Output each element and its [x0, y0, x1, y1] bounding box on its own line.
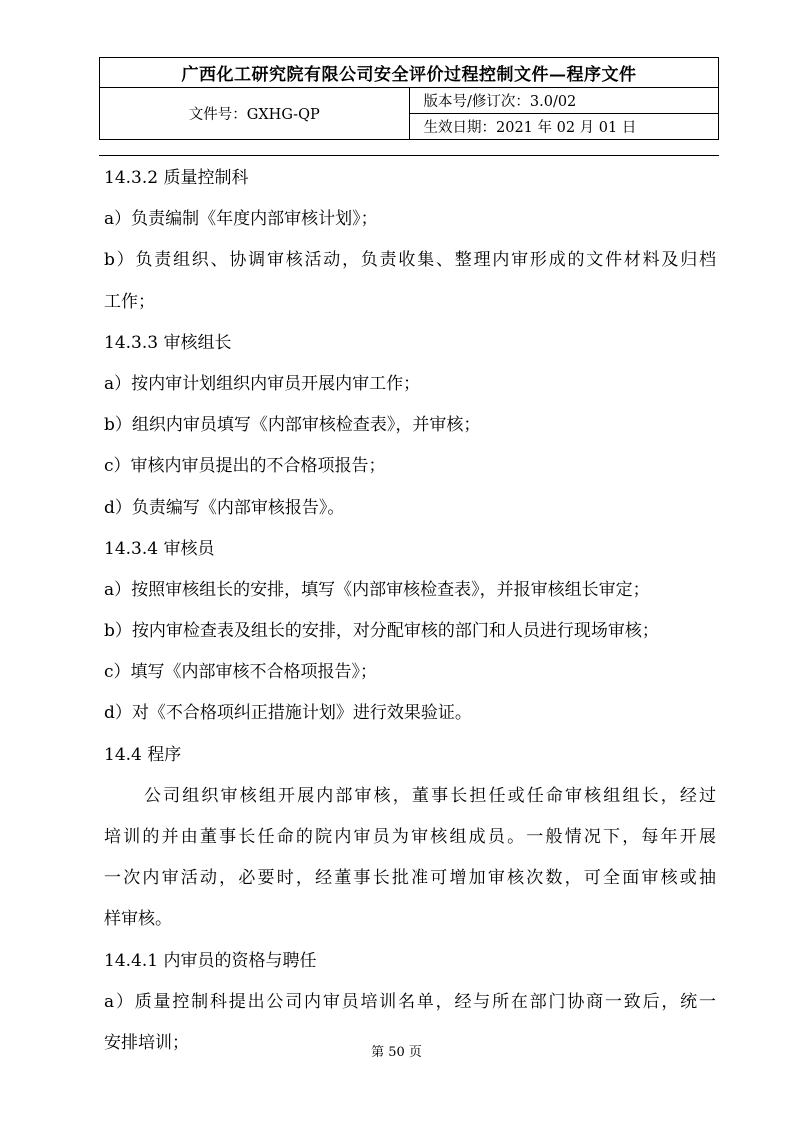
list-item: b）组织内审员填写《内部审核检查表》，并审核； — [104, 415, 481, 436]
section-heading-14-3-4: 14.3.4 审核员 — [104, 538, 215, 559]
list-item-continuation: 工作； — [104, 291, 155, 312]
document-header-table — [99, 57, 719, 140]
paragraph-line: 公司组织审核组开展内部审核，董事长担任或任命审核组组长，经过 — [144, 785, 716, 806]
section-heading-14-4: 14.4 程序 — [104, 744, 182, 765]
section-heading-14-3-2: 14.3.2 质量控制科 — [104, 168, 249, 188]
paragraph-line: 样审核。 — [104, 909, 172, 930]
list-item: a）负责编制《年度内部审核计划》； — [104, 209, 378, 230]
list-item: c）审核内审员提出的不合格项报告； — [104, 456, 386, 477]
list-item: b）按内审检查表及组长的安排，对分配审核的部门和人员进行现场审核； — [104, 621, 659, 642]
list-item: d）负责编写《内部审核报告》。 — [104, 497, 345, 518]
list-item: a）质量控制科提出公司内审员培训名单，经与所在部门协商一致后，统一 — [104, 991, 716, 1012]
section-heading-14-3-3: 14.3.3 审核组长 — [104, 332, 232, 353]
list-item: d）对《不合格项纠正措施计划》进行效果验证。 — [104, 703, 472, 724]
paragraph-line: 一次内审活动，必要时，经董事长批准可增加审核次数，可全面审核或抽 — [104, 868, 716, 889]
effective-date: 生效日期：2021 年 02 月 01 日 — [409, 114, 719, 140]
paragraph-line: 培训的并由董事长任命的院内审员为审核组成员。一般情况下，每年开展 — [104, 827, 716, 847]
list-item: a）按照审核组长的安排，填写《内部审核检查表》，并报审核组长审定； — [104, 579, 650, 600]
document-title: 广西化工研究院有限公司安全评价过程控制文件—程序文件 — [100, 58, 719, 88]
section-heading-14-4-1: 14.4.1 内审员的资格与聘任 — [104, 950, 317, 971]
list-item-continuation: 安排培训； — [104, 1032, 189, 1053]
page-number: 第 50 页 — [371, 1045, 422, 1060]
list-item: a）按内审计划组织内审员开展内审工作； — [104, 373, 421, 394]
list-item: b）负责组织、协调审核活动，负责收集、整理内审形成的文件材料及归档 — [104, 250, 716, 271]
header-divider — [99, 155, 719, 156]
version-number: 版本号/修订次：3.0/02 — [409, 88, 719, 114]
document-body — [104, 158, 716, 1064]
file-number: 文件号：GXHG-QP — [100, 88, 410, 140]
list-item: c）填写《内部审核不合格项报告》； — [104, 662, 378, 683]
